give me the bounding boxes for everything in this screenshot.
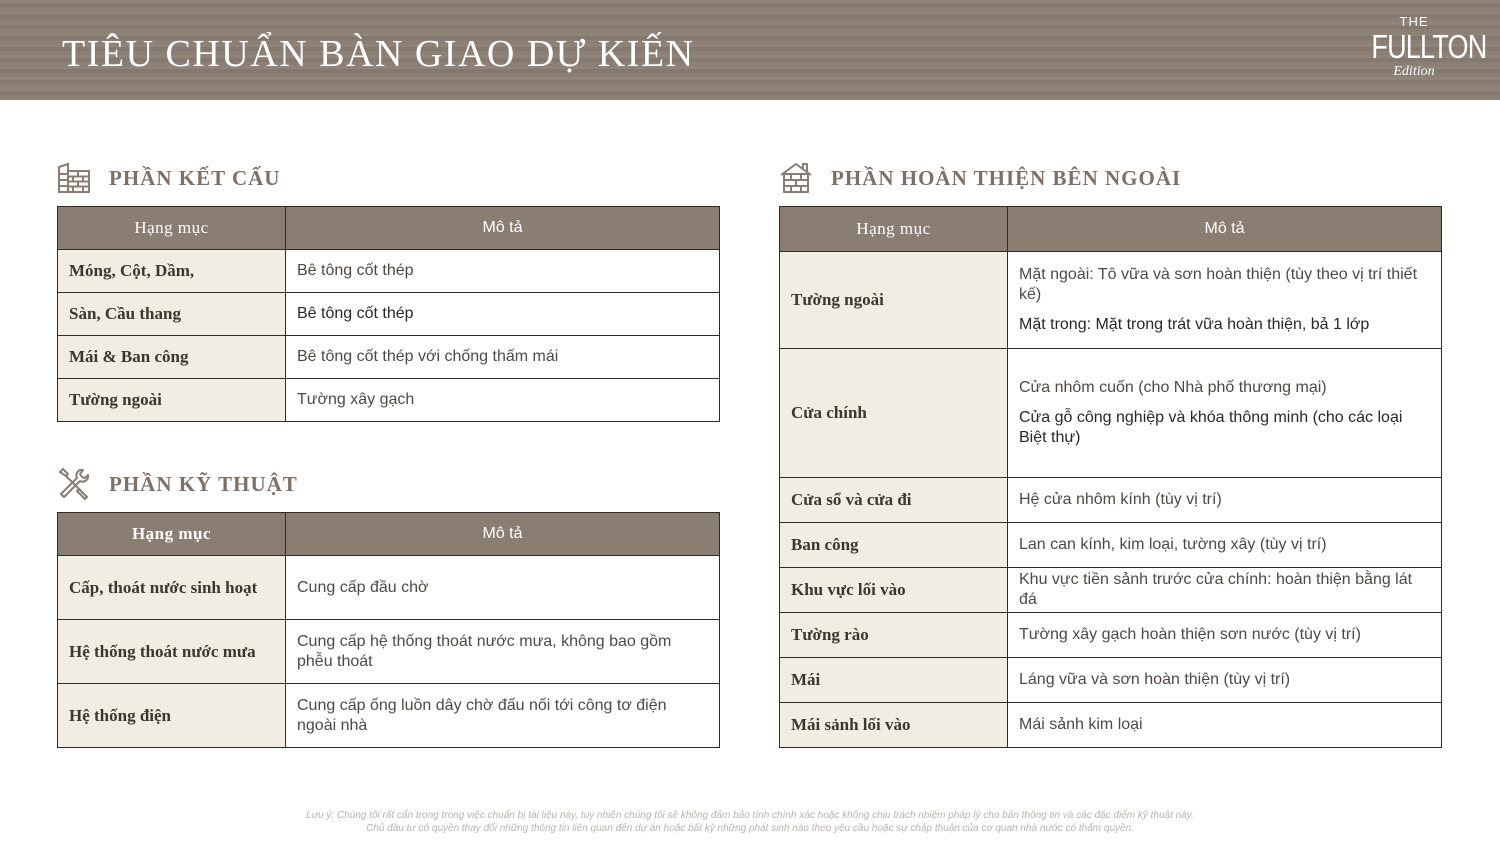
row-desc: Cung cấp ống luồn dây chờ đấu nối tới công tơ điện ngoài nhà xyxy=(286,684,720,748)
row-desc: Mái sảnh kim loại xyxy=(1008,703,1442,748)
table-header-row xyxy=(58,207,720,250)
row-item: Tường ngoài xyxy=(58,379,286,422)
disclaimer-line: Lưu ý: Chúng tôi rất cẩn trọng trong việc chuẩn bị tài liệu này, tuy nhiên chúng tôi sẽ không đảm bảo tính chính xác hoặc không chịu trách nhiệm pháp lý cho bản thông tin và các đặc điểm kỹ thuật này. xyxy=(306,810,1194,821)
row-item: Cửa sổ và cửa đi xyxy=(780,478,1008,523)
table-row xyxy=(780,478,1442,523)
row-desc: Tường xây gạch xyxy=(286,379,720,422)
table-row xyxy=(58,684,720,748)
hoan-thien-table xyxy=(779,206,1442,748)
disclaimer-line: Chủ đầu tư có quyền thay đổi những thông tin liên quan đến dự án hoặc bất kỳ những phát sinh nào theo yêu cầu hoặc sự chấp thuận của cơ quan nhà nước có thẩm quyền. xyxy=(366,823,1134,834)
row-item: Mái xyxy=(780,658,1008,703)
section-ket-cau-heading xyxy=(57,160,280,196)
table-header-row xyxy=(780,207,1442,252)
table-row xyxy=(780,252,1442,349)
section-ky-thuat-title: PHẦN KỸ THUẬT xyxy=(109,471,298,496)
table-row xyxy=(780,613,1442,658)
row-desc xyxy=(1008,252,1442,349)
row-desc: Bê tông cốt thép xyxy=(286,250,720,293)
column-header-desc: Mô tả xyxy=(286,207,720,250)
row-desc: Cung cấp hệ thống thoát nước mưa, không bao gồm phễu thoát xyxy=(286,620,720,684)
row-item: Tường ngoài xyxy=(780,252,1008,349)
desc-paragraph: Cửa nhôm cuốn (cho Nhà phố thương mại) xyxy=(1019,379,1327,396)
section-ket-cau-title: PHẦN KẾT CẤU xyxy=(109,165,281,190)
desc-paragraph: Mặt ngoài: Tô vữa và sơn hoàn thiện (tùy theo vị trí thiết kế) xyxy=(1019,266,1418,303)
ket-cau-table xyxy=(57,206,720,422)
logo-line-main: FULLTON xyxy=(1371,28,1487,65)
row-item: Khu vực lối vào xyxy=(780,568,1008,613)
table-row xyxy=(780,349,1442,478)
table-row xyxy=(780,568,1442,613)
row-item: Móng, Cột, Dầm, xyxy=(58,250,286,293)
row-item: Cửa chính xyxy=(780,349,1008,478)
row-item: Sàn, Cầu thang xyxy=(58,293,286,336)
logo-line-sub: Edition xyxy=(1393,64,1435,79)
row-item: Cấp, thoát nước sinh hoạt xyxy=(58,556,286,620)
column-header-item: Hạng mục xyxy=(780,207,1008,252)
row-item: Mái & Ban công xyxy=(58,336,286,379)
row-item: Hệ thống thoát nước mưa xyxy=(58,620,286,684)
column-header-item: Hạng mục xyxy=(58,207,286,250)
house-icon xyxy=(779,161,813,195)
column-header-desc: Mô tả xyxy=(1008,207,1442,252)
table-row xyxy=(780,703,1442,748)
table-row xyxy=(58,556,720,620)
section-hoan-thien-title: PHẦN HOÀN THIỆN BÊN NGOÀI xyxy=(831,165,1182,190)
table-row xyxy=(58,293,720,336)
section-hoan-thien-heading xyxy=(779,160,1181,196)
table-row xyxy=(58,250,720,293)
desc-paragraph: Cửa gỗ công nghiệp và khóa thông minh (cho các loại Biệt thự) xyxy=(1019,409,1403,446)
column-header-desc: Mô tả xyxy=(286,513,720,556)
table-header-row xyxy=(58,513,720,556)
page-title: TIÊU CHUẨN BÀN GIAO DỰ KIẾN xyxy=(62,33,695,75)
header-banner xyxy=(0,0,1500,100)
table-row xyxy=(58,620,720,684)
column-header-item: Hạng mục xyxy=(58,513,286,556)
row-item: Hệ thống điện xyxy=(58,684,286,748)
row-desc: Cung cấp đầu chờ xyxy=(286,556,720,620)
row-desc: Tường xây gạch hoàn thiện sơn nước (tùy vị trí) xyxy=(1008,613,1442,658)
table-row xyxy=(58,336,720,379)
section-ky-thuat-heading xyxy=(57,466,298,502)
brick-wall-icon xyxy=(57,161,91,195)
table-row xyxy=(780,658,1442,703)
table-row xyxy=(58,379,720,422)
row-desc: Láng vữa và sơn hoàn thiện (tùy vị trí) xyxy=(1008,658,1442,703)
row-desc: Khu vực tiền sảnh trước cửa chính: hoàn thiện bằng lát đá xyxy=(1008,568,1442,613)
logo-line-the: THE xyxy=(1399,14,1429,29)
brand-logo xyxy=(1362,14,1487,94)
table-row xyxy=(780,523,1442,568)
row-desc: Hệ cửa nhôm kính (tùy vị trí) xyxy=(1008,478,1442,523)
row-desc: Bê tông cốt thép xyxy=(286,293,720,336)
row-item: Tường rào xyxy=(780,613,1008,658)
row-desc xyxy=(1008,349,1442,478)
row-item: Mái sảnh lối vào xyxy=(780,703,1008,748)
row-desc: Lan can kính, kim loại, tường xây (tùy vị trí) xyxy=(1008,523,1442,568)
desc-paragraph: Mặt trong: Mặt trong trát vữa hoàn thiện, bả 1 lớp xyxy=(1019,316,1370,333)
row-item: Ban công xyxy=(780,523,1008,568)
disclaimer-footnote xyxy=(250,809,1250,835)
ky-thuat-table xyxy=(57,512,720,748)
tools-icon xyxy=(57,467,91,501)
row-desc: Bê tông cốt thép với chống thấm mái xyxy=(286,336,720,379)
